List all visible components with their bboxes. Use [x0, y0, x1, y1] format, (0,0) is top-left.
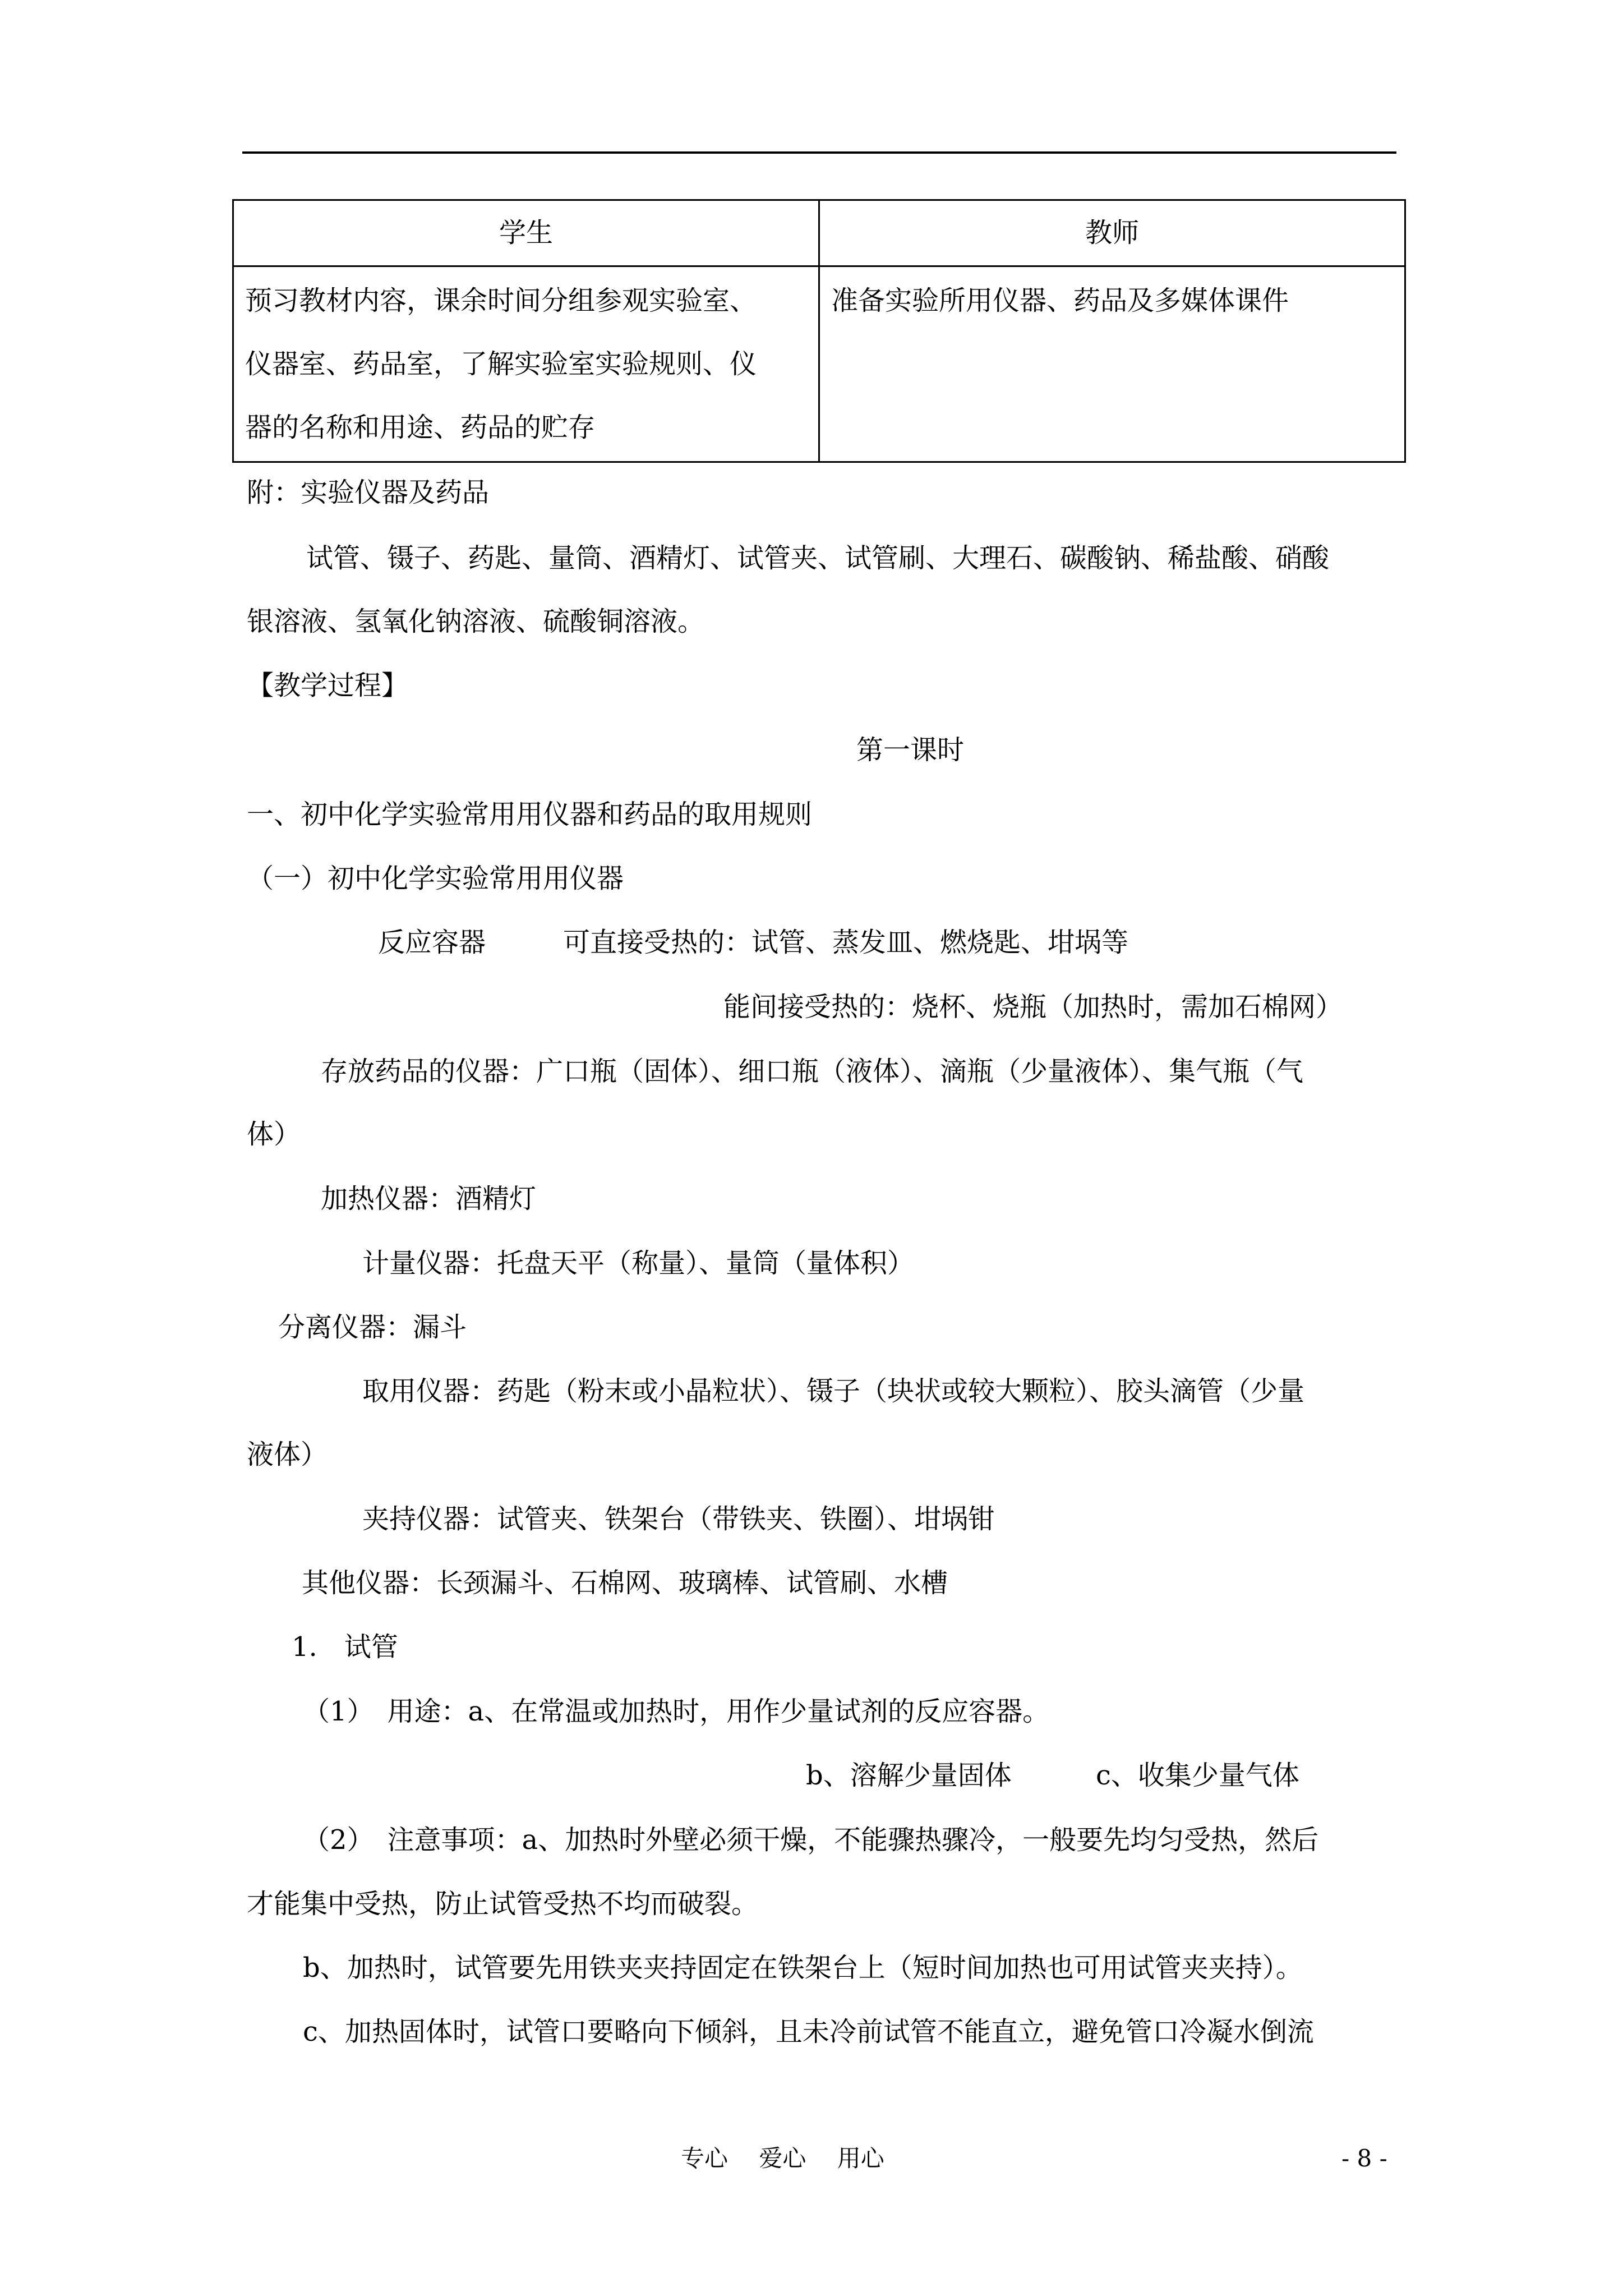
header-student: 学生 — [233, 200, 819, 266]
use-b: b、溶解少量固体 — [806, 1760, 1012, 1791]
other-instruments: 其他仪器：长颈漏斗、石棉网、玻璃棒、试管刷、水槽 — [302, 1567, 948, 1599]
appendix-line-1: 试管、镊子、药匙、量筒、酒精灯、试管夹、试管刷、大理石、碳酸钠、稀盐酸、硝酸 — [306, 542, 1330, 574]
student-line-2: 仪器室、药品室，了解实验室实验规则、仪 — [245, 348, 757, 380]
use-a: （1） 用途：a、在常温或加热时，用作少量试剂的反应容器。 — [303, 1696, 1050, 1727]
note-line-2: 才能集中受热，防止试管受热不均而破裂。 — [247, 1888, 759, 1920]
appendix-title: 附：实验仪器及药品 — [247, 477, 490, 508]
heating-instruments: 加热仪器：酒精灯 — [321, 1183, 537, 1214]
preparation-table — [232, 199, 1406, 463]
student-line-1: 预习教材内容，课余时间分组参观实验室、 — [245, 285, 757, 316]
lesson-title: 第一课时 — [856, 734, 965, 766]
storage-line-1: 存放药品的仪器：广口瓶（固体）、细口瓶（液体）、滴瓶（少量液体）、集气瓶（气 — [321, 1056, 1304, 1087]
student-line-3: 器的名称和用途、药品的贮存 — [245, 412, 596, 443]
reaction-direct-heat: 可直接受热的：试管、蒸发皿、燃烧匙、坩埚等 — [563, 927, 1129, 958]
process-heading: 【教学过程】 — [247, 670, 409, 701]
note-c: c、加热固体时，试管口要略向下倾斜，且未冷前试管不能直立，避免管口冷凝水倒流 — [303, 2016, 1314, 2047]
measuring-instruments: 计量仪器：托盘天平（称量）、量筒（量体积） — [362, 1248, 915, 1279]
teacher-cell — [819, 266, 1405, 462]
clamping-instruments: 夹持仪器：试管夹、铁架台（带铁夹、铁圈）、坩埚钳 — [362, 1503, 995, 1535]
section-heading-1: 一、初中化学实验常用用仪器和药品的取用规则 — [247, 799, 813, 830]
item-test-tube: 1. 试管 — [292, 1631, 398, 1663]
note-line-1: （2） 注意事项：a、加热时外壁必须干燥，不能骤热骤冷，一般要先均匀受热，然后 — [303, 1824, 1319, 1856]
appendix-line-2: 银溶液、氢氧化钠溶液、硫酸铜溶液。 — [247, 606, 705, 637]
header-rule — [242, 151, 1396, 154]
storage-line-2: 体） — [247, 1119, 301, 1150]
taking-line-2: 液体） — [247, 1439, 328, 1470]
note-b: b、加热时，试管要先用铁夹夹持固定在铁架台上（短时间加热也可用试管夹夹持）。 — [303, 1952, 1303, 1984]
reaction-indirect-heat: 能间接受热的：烧杯、烧瓶（加热时，需加石棉网） — [723, 991, 1343, 1023]
footer-motto: 专心 爱心 用心 — [681, 2145, 884, 2172]
page-number: - 8 - — [1341, 2145, 1387, 2172]
table-row — [233, 266, 1405, 462]
use-c: c、收集少量气体 — [1096, 1760, 1299, 1791]
separating-instruments: 分离仪器：漏斗 — [278, 1312, 467, 1343]
student-cell — [233, 266, 819, 462]
taking-line-1: 取用仪器：药匙（粉末或小晶粒状）、镊子（块状或较大颗粒）、胶头滴管（少量 — [362, 1375, 1305, 1407]
subsection-heading-1: （一）初中化学实验常用用仪器 — [247, 863, 624, 894]
reaction-container-label: 反应容器 — [378, 927, 486, 958]
header-teacher: 教师 — [819, 200, 1405, 266]
teacher-text: 准备实验所用仪器、药品及多媒体课件 — [831, 285, 1289, 316]
table-header-row — [233, 200, 1405, 266]
